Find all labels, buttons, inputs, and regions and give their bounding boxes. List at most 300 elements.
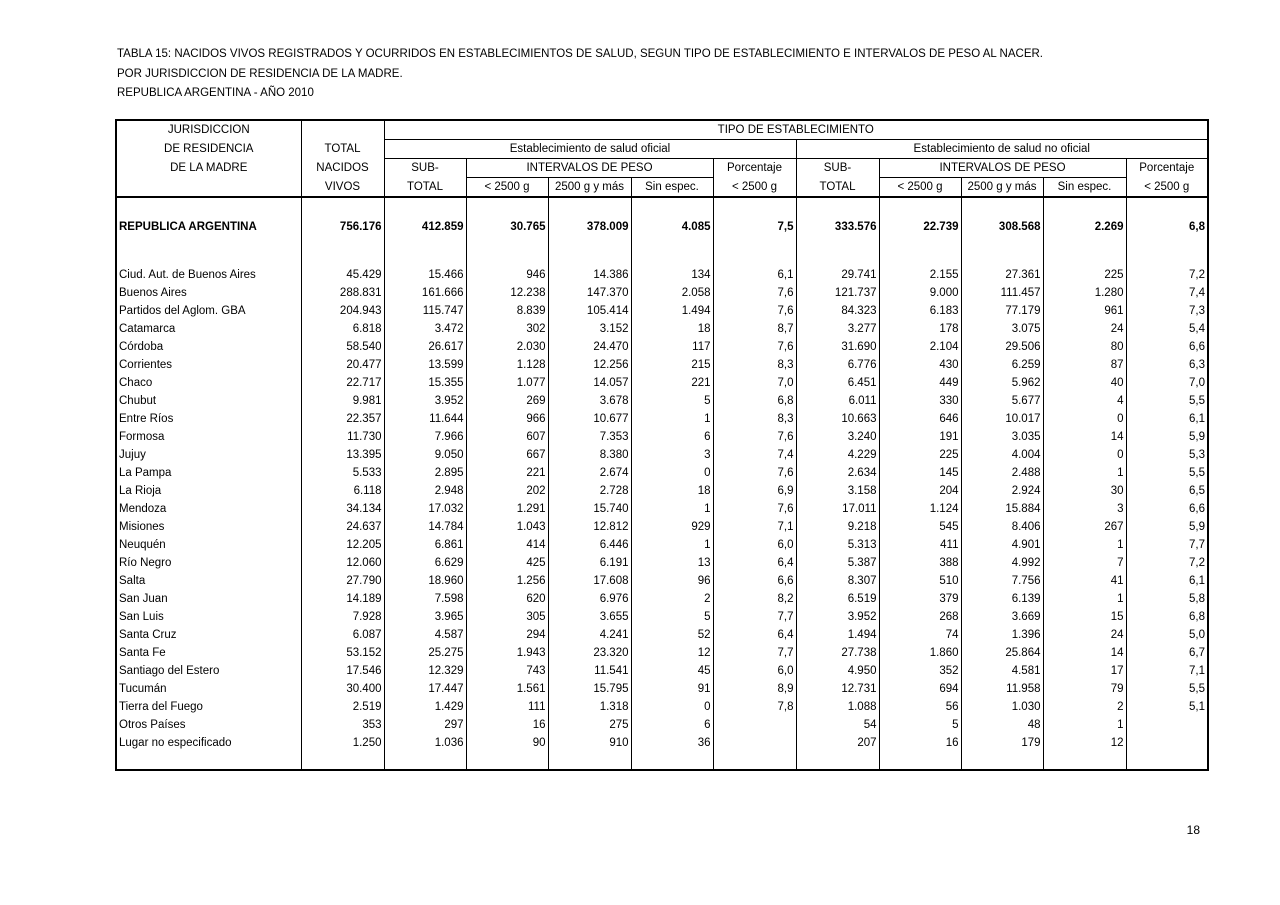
- cell-lt2500-no-oficial: 145: [879, 464, 961, 482]
- cell-total-nacidos-vivos: 20.477: [301, 356, 384, 374]
- cell-lt2500-oficial: 12.238: [466, 284, 548, 302]
- cell-lt2500-oficial: 302: [466, 320, 548, 338]
- cell-pct-lt2500-oficial: 7,7: [713, 608, 796, 626]
- cell-sin-espec-oficial: 12: [631, 644, 713, 662]
- table-row: [116, 572, 1208, 590]
- cell-sin-espec-oficial: 221: [631, 374, 713, 392]
- cell-pct-lt2500-no-oficial: 6,5: [1126, 482, 1208, 500]
- cell-gte2500-no-oficial: 1.396: [961, 626, 1043, 644]
- cell-subtotal-no-oficial: 6.519: [796, 590, 879, 608]
- table-row: [116, 626, 1208, 644]
- page-number: 18: [1186, 823, 1200, 837]
- header-total: [301, 120, 384, 140]
- cell-total-nacidos-vivos: 756.176: [301, 197, 384, 256]
- cell-total-nacidos-vivos: 6.818: [301, 320, 384, 338]
- cell-pct-lt2500-oficial: 6,8: [713, 392, 796, 410]
- cell-total-nacidos-vivos: 14.189: [301, 590, 384, 608]
- cell-lt2500-oficial: 269: [466, 392, 548, 410]
- header-sin-espec-no-oficial: Sin espec.: [1043, 178, 1126, 198]
- cell-subtotal-no-oficial: 6.776: [796, 356, 879, 374]
- cell-pct-lt2500-oficial: 7,6: [713, 428, 796, 446]
- cell-lt2500-no-oficial: 694: [879, 680, 961, 698]
- cell-lt2500-no-oficial: 6.183: [879, 302, 961, 320]
- cell-total-nacidos-vivos: 9.981: [301, 392, 384, 410]
- cell-pct-lt2500-oficial: 6,6: [713, 572, 796, 590]
- header-porcentaje-no-oficial: Porcentaje: [1126, 159, 1208, 178]
- cell-subtotal-no-oficial: 17.011: [796, 500, 879, 518]
- cell-sin-espec-oficial: 4.085: [631, 197, 713, 256]
- cell-pct-lt2500-no-oficial: 6,7: [1126, 644, 1208, 662]
- cell-lt2500-oficial: 221: [466, 464, 548, 482]
- cell-lt2500-no-oficial: 352: [879, 662, 961, 680]
- cell-lt2500-oficial: 620: [466, 590, 548, 608]
- cell-sin-espec-no-oficial: [1043, 752, 1126, 770]
- cell-pct-lt2500-no-oficial: 5,1: [1126, 698, 1208, 716]
- cell-subtotal-no-oficial: [796, 752, 879, 770]
- header-intervalos-oficial: INTERVALOS DE PESO: [466, 159, 713, 178]
- cell-sin-espec-no-oficial: 0: [1043, 410, 1126, 428]
- cell-gte2500-oficial: 11.541: [548, 662, 631, 680]
- table-row: [116, 482, 1208, 500]
- cell-pct-lt2500-oficial: 6,9: [713, 482, 796, 500]
- cell-sin-espec-no-oficial: 1: [1043, 590, 1126, 608]
- cell-lt2500-oficial: 90: [466, 734, 548, 752]
- cell-pct-lt2500-no-oficial: 6,6: [1126, 500, 1208, 518]
- cell-pct-lt2500-no-oficial: 5,8: [1126, 590, 1208, 608]
- cell-subtotal-no-oficial: 6.011: [796, 392, 879, 410]
- cell-pct-lt2500-no-oficial: 7,2: [1126, 266, 1208, 284]
- cell-sin-espec-oficial: 18: [631, 320, 713, 338]
- header-jurisdiccion: DE LA MADRE: [116, 159, 301, 178]
- cell-gte2500-oficial: 7.353: [548, 428, 631, 446]
- cell-gte2500-oficial: 378.009: [548, 197, 631, 256]
- cell-pct-lt2500-no-oficial: 5,5: [1126, 392, 1208, 410]
- cell-pct-lt2500-no-oficial: 7,7: [1126, 536, 1208, 554]
- cell-pct-lt2500-oficial: [713, 734, 796, 752]
- cell-lt2500-oficial: 16: [466, 716, 548, 734]
- cell-jurisdiccion: Chaco: [116, 374, 301, 392]
- cell-sin-espec-no-oficial: 12: [1043, 734, 1126, 752]
- cell-sin-espec-no-oficial: 79: [1043, 680, 1126, 698]
- cell-jurisdiccion: Santiago del Estero: [116, 662, 301, 680]
- table-row: [116, 500, 1208, 518]
- cell-jurisdiccion: Ciud. Aut. de Buenos Aires: [116, 266, 301, 284]
- cell-subtotal-oficial: 17.032: [384, 500, 466, 518]
- cell-pct-lt2500-oficial: 8,3: [713, 410, 796, 428]
- cell-pct-lt2500-oficial: 8,2: [713, 590, 796, 608]
- cell-sin-espec-no-oficial: 0: [1043, 446, 1126, 464]
- cell-lt2500-no-oficial: 411: [879, 536, 961, 554]
- cell-sin-espec-no-oficial: 41: [1043, 572, 1126, 590]
- cell-lt2500-oficial: 966: [466, 410, 548, 428]
- cell-subtotal-no-oficial: 3.240: [796, 428, 879, 446]
- header-oficial: Establecimiento de salud oficial: [384, 140, 796, 159]
- cell-jurisdiccion: Misiones: [116, 518, 301, 536]
- cell-sin-espec-no-oficial: 40: [1043, 374, 1126, 392]
- table-row: [116, 428, 1208, 446]
- cell-gte2500-oficial: 14.386: [548, 266, 631, 284]
- cell-jurisdiccion: Lugar no especificado: [116, 734, 301, 752]
- cell-sin-espec-no-oficial: 1: [1043, 464, 1126, 482]
- cell-subtotal-oficial: 6.861: [384, 536, 466, 554]
- cell-gte2500-oficial: 2.728: [548, 482, 631, 500]
- table-row: [116, 446, 1208, 464]
- cell-gte2500-no-oficial: 15.884: [961, 500, 1043, 518]
- births-table: [115, 119, 1209, 771]
- cell-pct-lt2500-oficial: 7,4: [713, 446, 796, 464]
- cell-pct-lt2500-oficial: 6,0: [713, 536, 796, 554]
- cell-pct-lt2500-no-oficial: 6,6: [1126, 338, 1208, 356]
- cell-subtotal-no-oficial: 8.307: [796, 572, 879, 590]
- cell-lt2500-no-oficial: 204: [879, 482, 961, 500]
- cell-pct-lt2500-oficial: 6,4: [713, 626, 796, 644]
- cell-lt2500-no-oficial: 1.124: [879, 500, 961, 518]
- cell-subtotal-no-oficial: 6.451: [796, 374, 879, 392]
- cell-subtotal-oficial: 7.966: [384, 428, 466, 446]
- cell-gte2500-oficial: [548, 752, 631, 770]
- cell-gte2500-oficial: 17.608: [548, 572, 631, 590]
- cell-gte2500-oficial: 275: [548, 716, 631, 734]
- cell-pct-lt2500-no-oficial: 5,5: [1126, 464, 1208, 482]
- cell-jurisdiccion: Buenos Aires: [116, 284, 301, 302]
- header-pct-lt2500-no-oficial: < 2500 g: [1126, 178, 1208, 198]
- cell-sin-espec-no-oficial: 24: [1043, 626, 1126, 644]
- cell-pct-lt2500-oficial: 8,9: [713, 680, 796, 698]
- cell-subtotal-oficial: 17.447: [384, 680, 466, 698]
- header-porcentaje-oficial: Porcentaje: [713, 159, 796, 178]
- cell-jurisdiccion: Santa Fe: [116, 644, 301, 662]
- cell-sin-espec-no-oficial: 267: [1043, 518, 1126, 536]
- cell-pct-lt2500-no-oficial: 7,1: [1126, 662, 1208, 680]
- cell-sin-espec-oficial: 929: [631, 518, 713, 536]
- cell-subtotal-no-oficial: 3.952: [796, 608, 879, 626]
- cell-subtotal-oficial: 15.355: [384, 374, 466, 392]
- cell-lt2500-oficial: 425: [466, 554, 548, 572]
- cell-subtotal-no-oficial: 5.313: [796, 536, 879, 554]
- cell-total-nacidos-vivos: 53.152: [301, 644, 384, 662]
- cell-subtotal-no-oficial: 84.323: [796, 302, 879, 320]
- cell-gte2500-oficial: 23.320: [548, 644, 631, 662]
- cell-gte2500-no-oficial: 4.901: [961, 536, 1043, 554]
- cell-pct-lt2500-no-oficial: 7,2: [1126, 554, 1208, 572]
- cell-jurisdiccion: Otros Países: [116, 716, 301, 734]
- cell-subtotal-oficial: 11.644: [384, 410, 466, 428]
- header-total: NACIDOS: [301, 159, 384, 178]
- cell-pct-lt2500-oficial: 7,6: [713, 338, 796, 356]
- cell-subtotal-oficial: 115.747: [384, 302, 466, 320]
- cell-sin-espec-oficial: [631, 752, 713, 770]
- cell-gte2500-oficial: 1.318: [548, 698, 631, 716]
- cell-sin-espec-no-oficial: 2: [1043, 698, 1126, 716]
- cell-gte2500-no-oficial: 4.004: [961, 446, 1043, 464]
- header-tipo-establecimiento: TIPO DE ESTABLECIMIENTO: [384, 120, 1208, 140]
- cell-pct-lt2500-no-oficial: 5,9: [1126, 428, 1208, 446]
- cell-total-nacidos-vivos: 13.395: [301, 446, 384, 464]
- table-row: [116, 392, 1208, 410]
- cell-gte2500-no-oficial: 77.179: [961, 302, 1043, 320]
- cell-sin-espec-oficial: 134: [631, 266, 713, 284]
- cell-total-nacidos-vivos: 27.790: [301, 572, 384, 590]
- cell-lt2500-oficial: 1.943: [466, 644, 548, 662]
- cell-sin-espec-oficial: 1: [631, 500, 713, 518]
- cell-pct-lt2500-no-oficial: 7,4: [1126, 284, 1208, 302]
- cell-jurisdiccion: San Luis: [116, 608, 301, 626]
- header-sin-espec-oficial: Sin espec.: [631, 178, 713, 198]
- cell-lt2500-oficial: 414: [466, 536, 548, 554]
- table-row: [116, 302, 1208, 320]
- cell-gte2500-no-oficial: 4.581: [961, 662, 1043, 680]
- cell-jurisdiccion: Tucumán: [116, 680, 301, 698]
- cell-gte2500-oficial: 2.674: [548, 464, 631, 482]
- cell-subtotal-no-oficial: [796, 256, 879, 266]
- cell-subtotal-no-oficial: 3.277: [796, 320, 879, 338]
- cell-pct-lt2500-no-oficial: 6,8: [1126, 608, 1208, 626]
- cell-pct-lt2500-no-oficial: [1126, 752, 1208, 770]
- cell-subtotal-oficial: 3.965: [384, 608, 466, 626]
- cell-subtotal-oficial: 3.952: [384, 392, 466, 410]
- cell-pct-lt2500-no-oficial: [1126, 716, 1208, 734]
- cell-sin-espec-oficial: 6: [631, 428, 713, 446]
- cell-pct-lt2500-oficial: 7,6: [713, 464, 796, 482]
- cell-gte2500-oficial: 6.191: [548, 554, 631, 572]
- cell-pct-lt2500-oficial: 8,7: [713, 320, 796, 338]
- cell-lt2500-oficial: 1.077: [466, 374, 548, 392]
- cell-gte2500-oficial: 4.241: [548, 626, 631, 644]
- cell-lt2500-oficial: 1.128: [466, 356, 548, 374]
- cell-lt2500-oficial: 1.043: [466, 518, 548, 536]
- cell-lt2500-no-oficial: 56: [879, 698, 961, 716]
- cell-lt2500-no-oficial: 74: [879, 626, 961, 644]
- header-total: VIVOS: [301, 178, 384, 198]
- cell-gte2500-oficial: 8.380: [548, 446, 631, 464]
- table-country-year-line: REPUBLICA ARGENTINA - AÑO 2010: [117, 87, 314, 99]
- cell-pct-lt2500-oficial: 6,0: [713, 662, 796, 680]
- cell-sin-espec-no-oficial: 87: [1043, 356, 1126, 374]
- cell-total-nacidos-vivos: [301, 752, 384, 770]
- table-row: [116, 518, 1208, 536]
- header-pct-lt2500-oficial: < 2500 g: [713, 178, 796, 198]
- header-lt2500-no-oficial: < 2500 g: [879, 178, 961, 198]
- table-row: [116, 356, 1208, 374]
- cell-pct-lt2500-oficial: 6,1: [713, 266, 796, 284]
- cell-total-nacidos-vivos: 7.928: [301, 608, 384, 626]
- cell-pct-lt2500-no-oficial: 7,0: [1126, 374, 1208, 392]
- cell-total-nacidos-vivos: 2.519: [301, 698, 384, 716]
- cell-lt2500-no-oficial: 2.104: [879, 338, 961, 356]
- table-row: [116, 410, 1208, 428]
- cell-sin-espec-oficial: 45: [631, 662, 713, 680]
- cell-subtotal-no-oficial: 54: [796, 716, 879, 734]
- cell-lt2500-no-oficial: 330: [879, 392, 961, 410]
- cell-pct-lt2500-oficial: 7,1: [713, 518, 796, 536]
- table-row: [116, 320, 1208, 338]
- cell-gte2500-oficial: 6.976: [548, 590, 631, 608]
- cell-sin-espec-no-oficial: 961: [1043, 302, 1126, 320]
- cell-subtotal-no-oficial: 4.229: [796, 446, 879, 464]
- cell-gte2500-no-oficial: 2.488: [961, 464, 1043, 482]
- cell-lt2500-oficial: 667: [466, 446, 548, 464]
- cell-jurisdiccion: [116, 752, 301, 770]
- cell-sin-espec-no-oficial: 17: [1043, 662, 1126, 680]
- cell-total-nacidos-vivos: 204.943: [301, 302, 384, 320]
- cell-gte2500-oficial: 105.414: [548, 302, 631, 320]
- cell-jurisdiccion: Río Negro: [116, 554, 301, 572]
- cell-pct-lt2500-oficial: 7,6: [713, 302, 796, 320]
- cell-sin-espec-no-oficial: 24: [1043, 320, 1126, 338]
- cell-lt2500-no-oficial: 646: [879, 410, 961, 428]
- cell-jurisdiccion: Chubut: [116, 392, 301, 410]
- cell-gte2500-no-oficial: 3.035: [961, 428, 1043, 446]
- cell-sin-espec-no-oficial: 1: [1043, 536, 1126, 554]
- cell-sin-espec-oficial: 2: [631, 590, 713, 608]
- cell-gte2500-oficial: 12.256: [548, 356, 631, 374]
- cell-pct-lt2500-oficial: [713, 716, 796, 734]
- cell-sin-espec-oficial: 215: [631, 356, 713, 374]
- cell-subtotal-oficial: 4.587: [384, 626, 466, 644]
- table-row: [116, 338, 1208, 356]
- cell-subtotal-oficial: 3.472: [384, 320, 466, 338]
- cell-gte2500-no-oficial: 48: [961, 716, 1043, 734]
- cell-total-nacidos-vivos: [301, 256, 384, 266]
- cell-lt2500-oficial: 1.561: [466, 680, 548, 698]
- cell-gte2500-no-oficial: 7.756: [961, 572, 1043, 590]
- cell-subtotal-oficial: 12.329: [384, 662, 466, 680]
- cell-subtotal-no-oficial: 1.494: [796, 626, 879, 644]
- header-subtotal-no-oficial: SUB-: [796, 159, 879, 178]
- cell-gte2500-no-oficial: 10.017: [961, 410, 1043, 428]
- cell-subtotal-oficial: 6.629: [384, 554, 466, 572]
- cell-subtotal-oficial: 26.617: [384, 338, 466, 356]
- cell-pct-lt2500-no-oficial: 5,4: [1126, 320, 1208, 338]
- cell-sin-espec-oficial: 91: [631, 680, 713, 698]
- cell-total-nacidos-vivos: 353: [301, 716, 384, 734]
- cell-sin-espec-no-oficial: 7: [1043, 554, 1126, 572]
- table-row: [116, 284, 1208, 302]
- table-titles: [117, 45, 1043, 104]
- header-no-oficial: Establecimiento de salud no oficial: [796, 140, 1208, 159]
- cell-gte2500-no-oficial: 3.669: [961, 608, 1043, 626]
- cell-sin-espec-oficial: 5: [631, 392, 713, 410]
- cell-gte2500-no-oficial: 27.361: [961, 266, 1043, 284]
- cell-jurisdiccion: REPUBLICA ARGENTINA: [116, 197, 301, 256]
- cell-gte2500-no-oficial: 4.992: [961, 554, 1043, 572]
- cell-jurisdiccion: Córdoba: [116, 338, 301, 356]
- cell-pct-lt2500-no-oficial: [1126, 256, 1208, 266]
- cell-pct-lt2500-oficial: 7,7: [713, 644, 796, 662]
- cell-gte2500-oficial: 3.678: [548, 392, 631, 410]
- cell-sin-espec-no-oficial: 3: [1043, 500, 1126, 518]
- cell-subtotal-oficial: 1.429: [384, 698, 466, 716]
- cell-lt2500-oficial: [466, 256, 548, 266]
- cell-lt2500-no-oficial: [879, 752, 961, 770]
- cell-sin-espec-oficial: 117: [631, 338, 713, 356]
- cell-lt2500-no-oficial: 5: [879, 716, 961, 734]
- table-row: [116, 716, 1208, 734]
- cell-sin-espec-no-oficial: 14: [1043, 428, 1126, 446]
- cell-subtotal-oficial: 297: [384, 716, 466, 734]
- cell-total-nacidos-vivos: 58.540: [301, 338, 384, 356]
- cell-lt2500-oficial: 1.256: [466, 572, 548, 590]
- cell-pct-lt2500-oficial: 7,5: [713, 197, 796, 256]
- cell-sin-espec-oficial: 5: [631, 608, 713, 626]
- cell-lt2500-no-oficial: 510: [879, 572, 961, 590]
- table-row: [116, 374, 1208, 392]
- table-row: [116, 734, 1208, 752]
- cell-total-nacidos-vivos: 6.087: [301, 626, 384, 644]
- cell-subtotal-no-oficial: 207: [796, 734, 879, 752]
- table-row: [116, 608, 1208, 626]
- table-header: [116, 120, 1208, 197]
- cell-sin-espec-no-oficial: 80: [1043, 338, 1126, 356]
- cell-lt2500-no-oficial: [879, 256, 961, 266]
- cell-total-nacidos-vivos: 288.831: [301, 284, 384, 302]
- cell-jurisdiccion: San Juan: [116, 590, 301, 608]
- cell-gte2500-oficial: 15.795: [548, 680, 631, 698]
- cell-sin-espec-oficial: 52: [631, 626, 713, 644]
- cell-sin-espec-no-oficial: [1043, 256, 1126, 266]
- cell-jurisdiccion: Partidos del Aglom. GBA: [116, 302, 301, 320]
- cell-pct-lt2500-no-oficial: 6,3: [1126, 356, 1208, 374]
- cell-pct-lt2500-no-oficial: [1126, 734, 1208, 752]
- cell-sin-espec-oficial: 96: [631, 572, 713, 590]
- cell-gte2500-oficial: 14.057: [548, 374, 631, 392]
- cell-sin-espec-oficial: 18: [631, 482, 713, 500]
- cell-subtotal-no-oficial: 1.088: [796, 698, 879, 716]
- cell-lt2500-oficial: 294: [466, 626, 548, 644]
- cell-sin-espec-no-oficial: 4: [1043, 392, 1126, 410]
- cell-pct-lt2500-no-oficial: 5,0: [1126, 626, 1208, 644]
- cell-sin-espec-oficial: 13: [631, 554, 713, 572]
- cell-gte2500-no-oficial: 11.958: [961, 680, 1043, 698]
- cell-jurisdiccion: Catamarca: [116, 320, 301, 338]
- header-gte2500-no-oficial: 2500 g y más: [961, 178, 1043, 198]
- cell-jurisdiccion: Formosa: [116, 428, 301, 446]
- cell-gte2500-no-oficial: 25.864: [961, 644, 1043, 662]
- table-row: [116, 464, 1208, 482]
- cell-subtotal-oficial: 14.784: [384, 518, 466, 536]
- cell-lt2500-no-oficial: 178: [879, 320, 961, 338]
- cell-lt2500-no-oficial: 9.000: [879, 284, 961, 302]
- cell-gte2500-no-oficial: 308.568: [961, 197, 1043, 256]
- cell-gte2500-oficial: [548, 256, 631, 266]
- cell-gte2500-oficial: 910: [548, 734, 631, 752]
- cell-lt2500-no-oficial: 2.155: [879, 266, 961, 284]
- cell-total-nacidos-vivos: 12.060: [301, 554, 384, 572]
- cell-jurisdiccion: Neuquén: [116, 536, 301, 554]
- cell-subtotal-no-oficial: 31.690: [796, 338, 879, 356]
- cell-jurisdiccion: Mendoza: [116, 500, 301, 518]
- cell-gte2500-oficial: 10.677: [548, 410, 631, 428]
- cell-jurisdiccion: Corrientes: [116, 356, 301, 374]
- cell-lt2500-oficial: 2.030: [466, 338, 548, 356]
- cell-pct-lt2500-no-oficial: 7,3: [1126, 302, 1208, 320]
- cell-subtotal-no-oficial: 5.387: [796, 554, 879, 572]
- cell-lt2500-no-oficial: 191: [879, 428, 961, 446]
- cell-jurisdiccion: La Pampa: [116, 464, 301, 482]
- cell-total-nacidos-vivos: 12.205: [301, 536, 384, 554]
- cell-total-nacidos-vivos: 11.730: [301, 428, 384, 446]
- header-lt2500-oficial: < 2500 g: [466, 178, 548, 198]
- cell-pct-lt2500-no-oficial: 5,5: [1126, 680, 1208, 698]
- cell-jurisdiccion: Jujuy: [116, 446, 301, 464]
- cell-gte2500-no-oficial: 5.677: [961, 392, 1043, 410]
- table-row: [116, 590, 1208, 608]
- cell-gte2500-no-oficial: 5.962: [961, 374, 1043, 392]
- cell-gte2500-oficial: 24.470: [548, 338, 631, 356]
- cell-jurisdiccion: La Rioja: [116, 482, 301, 500]
- cell-subtotal-no-oficial: 4.950: [796, 662, 879, 680]
- table-row-spacer: [116, 256, 1208, 266]
